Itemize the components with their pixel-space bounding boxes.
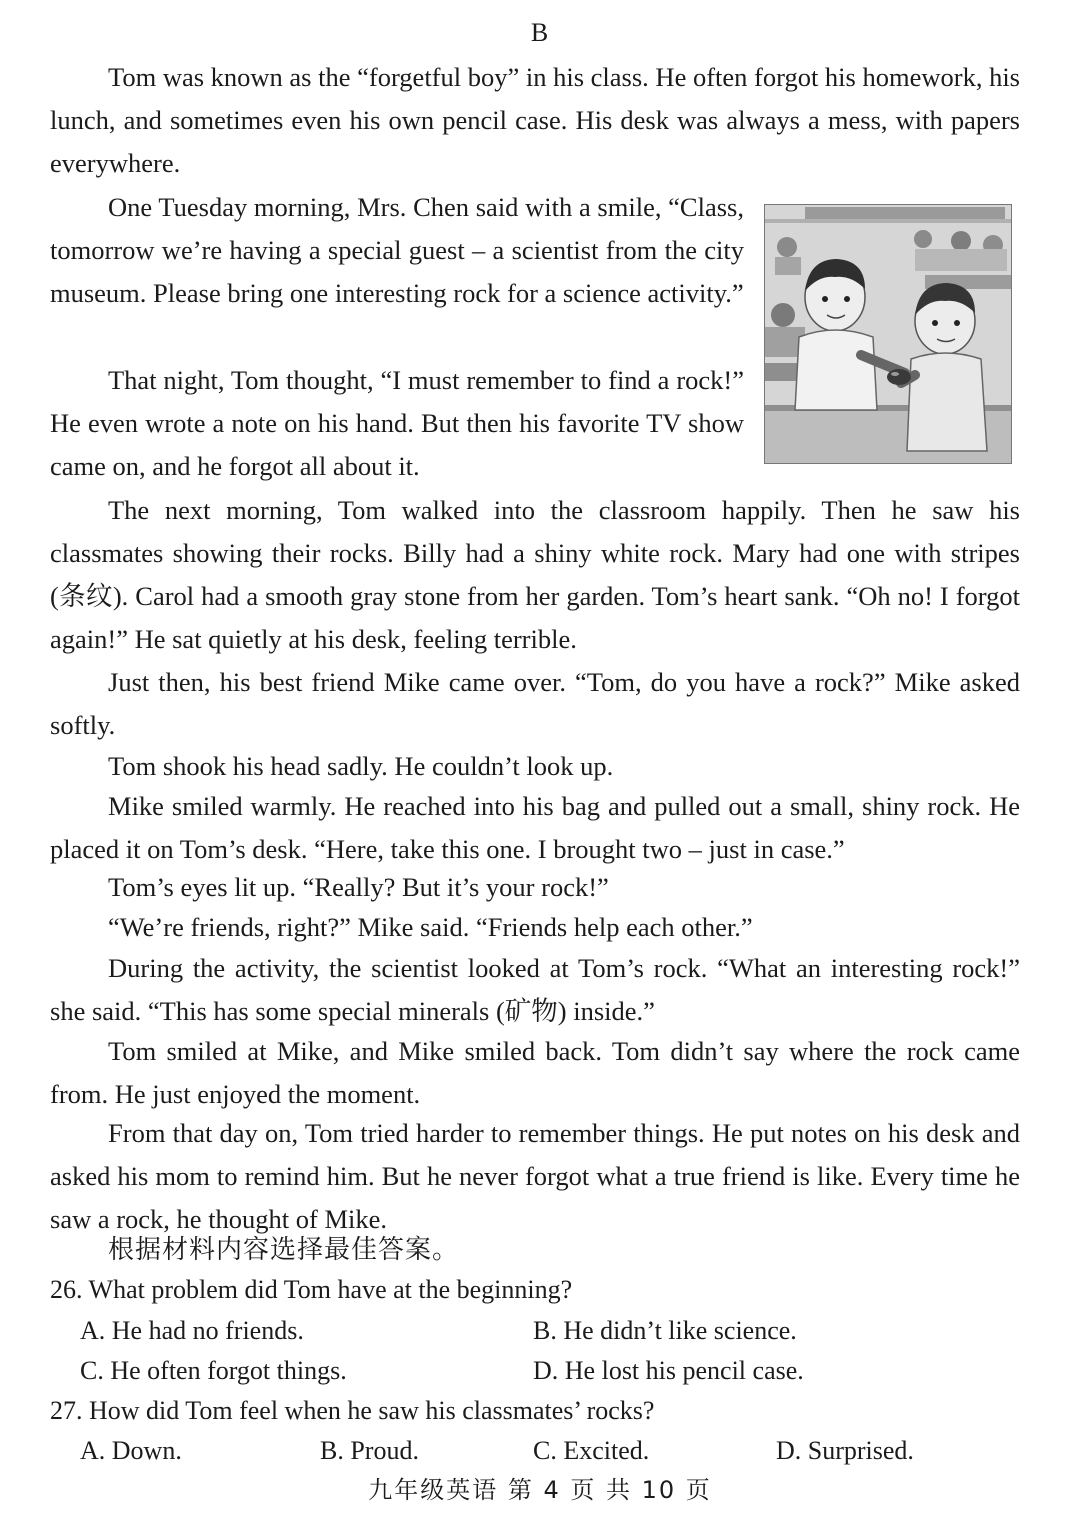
question-27-option-c[interactable]: C. Excited.	[533, 1436, 650, 1465]
question-26-option-c[interactable]: C. He often forgot things.	[80, 1356, 347, 1385]
question-27-option-b[interactable]: B. Proud.	[320, 1436, 419, 1465]
passage-paragraph-11: Tom smiled at Mike, and Mike smiled back. Tom didn’t say where the rock came from. He just enjoyed the moment.	[50, 1036, 1020, 1109]
question-26-option-d[interactable]: D. He lost his pencil case.	[533, 1356, 804, 1385]
passage-paragraph-6: Tom shook his head sadly. He couldn’t look up.	[108, 751, 614, 781]
question-26-option-a[interactable]: A. He had no friends.	[80, 1316, 304, 1345]
passage-paragraph-7: Mike smiled warmly. He reached into his bag and pulled out a small, shiny rock. He placed it on Tom’s desk. “Here, take this one. I brought two – just in case.”	[50, 791, 1020, 864]
question-27-stem: 27. How did Tom feel when he saw his classmates’ rocks?	[50, 1396, 655, 1425]
question-27-option-a[interactable]: A. Down.	[80, 1436, 182, 1465]
passage-paragraph-4: The next morning, Tom walked into the classroom happily. Then he saw his classmates showing their rocks. Billy had a shiny white rock. Mary had one with stripes (条纹). Carol had a smooth gray stone from her garden. Tom’s heart sank. “Oh no! I forgot again!” He sat quietly at his desk, feeling terrible.	[50, 495, 1020, 654]
passage-paragraph-9: “We’re friends, right?” Mike said. “Friends help each other.”	[108, 912, 753, 942]
passage-paragraph-12: From that day on, Tom tried harder to remember things. He put notes on his desk and asked his mom to remind him. But he never forgot what a true friend is like. Every time he saw a rock, he thought of Mike.	[50, 1118, 1020, 1234]
passage-paragraph-10: During the activity, the scientist looked at Tom’s rock. “What an interesting rock!” she said. “This has some special minerals (矿物) inside.”	[50, 953, 1020, 1026]
two-boys-with-rock-image	[765, 205, 1011, 463]
section-letter: B	[530, 18, 550, 47]
passage-paragraph-5: Just then, his best friend Mike came over. “Tom, do you have a rock?” Mike asked softly.	[50, 667, 1020, 740]
passage-paragraph-8: Tom’s eyes lit up. “Really? But it’s your rock!”	[108, 872, 609, 902]
question-26-stem: 26. What problem did Tom have at the beginning?	[50, 1275, 573, 1304]
classroom-illustration	[764, 204, 1012, 464]
question-27-option-d[interactable]: D. Surprised.	[776, 1436, 914, 1465]
question-26-option-b[interactable]: B. He didn’t like science.	[533, 1316, 797, 1345]
passage-paragraph-3: That night, Tom thought, “I must remember to find a rock!” He even wrote a note on his hand. But then his favorite TV show came on, and he forgot all about it.	[50, 365, 744, 481]
page-footer: 九年级英语 第 4 页 共 10 页	[368, 1476, 712, 1504]
passage-paragraph-1: Tom was known as the “forgetful boy” in his class. He often forgot his homework, his lunch, and sometimes even his own pencil case. His desk was always a mess, with papers everywhere.	[50, 62, 1020, 178]
passage-paragraph-2: One Tuesday morning, Mrs. Chen said with a smile, “Class, tomorrow we’re having a special guest – a scientist from the city museum. Please bring one interesting rock for a science activity.”	[50, 192, 744, 308]
instruction-text: 根据材料内容选择最佳答案。	[108, 1235, 460, 1265]
